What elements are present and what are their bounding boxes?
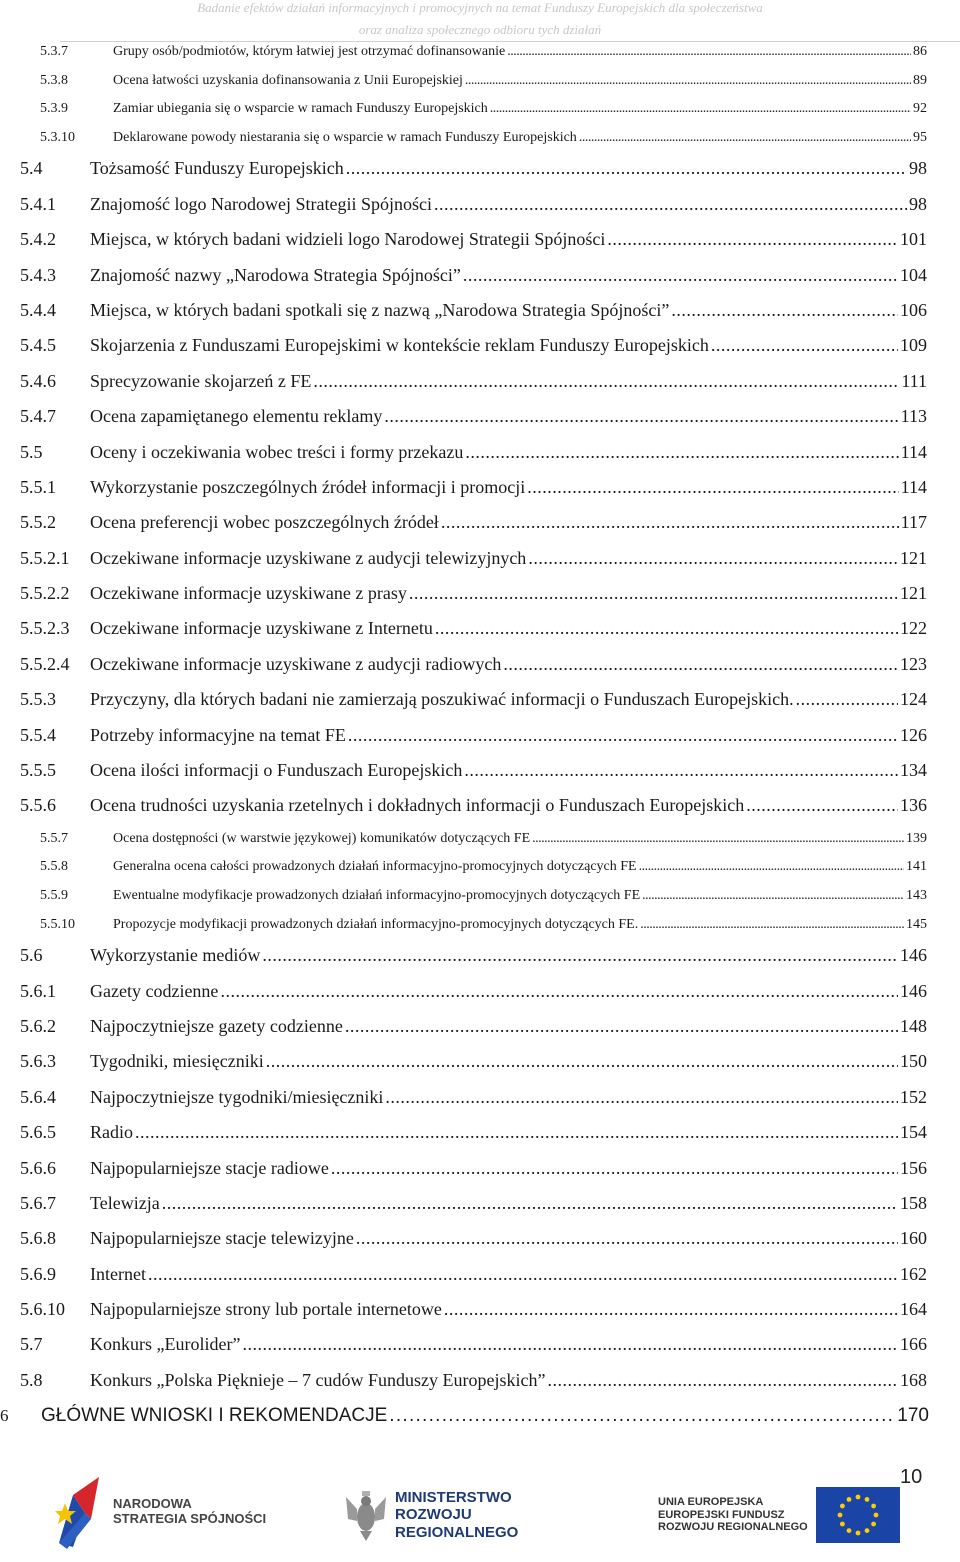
toc-entry-title: Najpopularniejsze strony lub portale internetowe bbox=[90, 1299, 442, 1320]
toc-leader-dots bbox=[345, 1016, 898, 1037]
toc-entry[interactable] bbox=[0, 1228, 960, 1263]
running-header-line1: Badanie efektów działań informacyjnych i promocyjnych na temat Funduszy Europejskich dla społeczeństwa bbox=[197, 0, 763, 15]
toc-entry-page: 168 bbox=[900, 1369, 927, 1390]
toc-entry[interactable] bbox=[0, 158, 960, 193]
toc-entry-page: 146 bbox=[900, 945, 927, 966]
toc-leader-dots bbox=[579, 130, 911, 146]
toc-entry-title: Generalna ocena całości prowadzonych działań informacyjno-promocyjnych dotyczących FE bbox=[113, 859, 637, 875]
eu-logo-line1: UNIA EUROPEJSKA bbox=[658, 1496, 764, 1509]
toc-entry-page: 166 bbox=[900, 1334, 927, 1355]
toc-entry-page: 98 bbox=[909, 158, 927, 179]
toc-leader-dots bbox=[547, 1370, 898, 1391]
toc-leader-dots bbox=[266, 1051, 898, 1072]
eu-flag-icon bbox=[816, 1487, 900, 1543]
toc-entry-page: 146 bbox=[900, 980, 927, 1001]
toc-entry-number: 5.3.10 bbox=[40, 129, 75, 145]
toc-entry-page: 145 bbox=[906, 916, 927, 932]
toc-leader-dots bbox=[503, 654, 898, 675]
toc-entry[interactable] bbox=[0, 945, 960, 980]
toc-leader-dots bbox=[441, 512, 899, 533]
toc-entry-title: Konkurs „Polska Pięknieje – 7 cudów Funduszy Europejskich” bbox=[90, 1369, 546, 1390]
toc-entry-page: 121 bbox=[900, 547, 927, 568]
toc-entry-number: 5.4.3 bbox=[20, 264, 56, 285]
running-header-line2: oraz analiza społecznego odbioru tych działań bbox=[358, 22, 602, 37]
toc-entry-title: Sprecyzowanie skojarzeń z FE bbox=[90, 370, 312, 391]
toc-entry-title: Ocena łatwości uzyskania dofinansowania z Unii Europejskiej bbox=[113, 72, 463, 88]
toc-entry-page: 114 bbox=[900, 441, 927, 462]
toc-leader-dots bbox=[262, 945, 898, 966]
toc-entry-page: 111 bbox=[901, 370, 927, 391]
eu-logo-line3: ROZWOJU REGIONALNEGO bbox=[658, 1521, 808, 1534]
toc-entry-page: 154 bbox=[900, 1122, 927, 1143]
toc-leader-dots bbox=[385, 1087, 898, 1108]
header-rule bbox=[60, 41, 960, 42]
mrr-logo-line1: MINISTERSTWO bbox=[395, 1489, 512, 1507]
toc-entry[interactable] bbox=[0, 1193, 960, 1228]
toc-entry-number: 5.5.6 bbox=[20, 795, 56, 816]
toc-entry-number: 5.6 bbox=[20, 945, 43, 966]
toc-leader-dots bbox=[711, 335, 898, 356]
toc-entry-title: Skojarzenia z Funduszami Europejskimi w kontekście reklam Funduszy Europejskich bbox=[90, 335, 709, 356]
toc-entry[interactable] bbox=[0, 725, 960, 760]
toc-leader-dots bbox=[444, 1299, 898, 1320]
toc-entry-title: Wykorzystanie mediów bbox=[90, 945, 261, 966]
toc-entry-number: 5.6.10 bbox=[20, 1299, 65, 1320]
toc-entry-title: Potrzeby informacyjne na temat FE bbox=[90, 724, 346, 745]
toc-entry-number: 5.5.9 bbox=[40, 887, 68, 903]
toc-leader-dots bbox=[465, 442, 898, 463]
toc-entry-number: 5.3.8 bbox=[40, 72, 68, 88]
toc-entry-page: 126 bbox=[900, 724, 927, 745]
toc-leader-dots bbox=[528, 548, 898, 569]
toc-entry-title: Ocena trudności uzyskania rzetelnych i dokładnych informacji o Funduszach Europejskich bbox=[90, 795, 745, 816]
toc-entry[interactable] bbox=[0, 1264, 960, 1299]
toc-entry-title: Tożsamość Funduszy Europejskich bbox=[90, 158, 344, 179]
toc-entry[interactable] bbox=[0, 335, 960, 370]
toc-entry-number: 5.8 bbox=[20, 1369, 43, 1390]
toc-entry-number: 5.5 bbox=[20, 441, 43, 462]
toc-leader-dots bbox=[640, 917, 904, 933]
toc-entry-title: Deklarowane powody niestarania się o wsparcie w ramach Funduszy Europejskich bbox=[113, 129, 577, 145]
toc-entry[interactable] bbox=[0, 1158, 960, 1193]
toc-leader-dots bbox=[162, 1193, 898, 1214]
toc-entry-title: Ocena zapamiętanego elementu reklamy bbox=[90, 406, 383, 427]
toc-entry-number: 6 bbox=[0, 1406, 9, 1426]
toc-entry-page: 124 bbox=[900, 689, 927, 710]
toc-entry-number: 5.5.2 bbox=[20, 512, 56, 533]
toc-entry-title: GŁÓWNE WNIOSKI I REKOMENDACJE bbox=[41, 1405, 388, 1427]
toc-entry-page: 95 bbox=[913, 129, 927, 145]
toc-entry-title: Propozycje modyfikacji prowadzonych działań informacyjno-promocyjnych dotyczących FE. bbox=[113, 916, 639, 932]
toc-entry[interactable] bbox=[0, 265, 960, 300]
toc-entry-page: 89 bbox=[913, 72, 927, 88]
toc-leader-dots bbox=[464, 760, 898, 781]
toc-entry[interactable] bbox=[0, 1299, 960, 1334]
toc-leader-dots bbox=[356, 1228, 898, 1249]
toc-entry[interactable] bbox=[0, 831, 960, 860]
toc-leader-dots bbox=[434, 194, 907, 215]
toc-entry-page: 106 bbox=[900, 299, 927, 320]
toc-entry[interactable] bbox=[0, 917, 960, 946]
toc-entry-number: 5.5.2.4 bbox=[20, 653, 70, 674]
page-number: 10 bbox=[900, 1466, 923, 1488]
toc-entry[interactable] bbox=[0, 760, 960, 795]
toc-leader-dots bbox=[220, 981, 898, 1002]
toc-entry-title: Miejsca, w których badani spotkali się z nazwą „Narodowa Strategia Spójności” bbox=[90, 299, 670, 320]
toc-entry-title: Ocena ilości informacji o Funduszach Europejskich bbox=[90, 760, 463, 781]
toc-entry-page: 86 bbox=[913, 44, 927, 59]
eu-logo-line2: EUROPEJSKI FUNDUSZ bbox=[658, 1508, 785, 1521]
toc-leader-dots bbox=[242, 1334, 898, 1355]
toc-entry[interactable] bbox=[0, 300, 960, 335]
toc-entry[interactable] bbox=[0, 1370, 960, 1405]
mrr-logo-line2: ROZWOJU bbox=[395, 1506, 472, 1524]
toc-leader-dots bbox=[796, 689, 898, 710]
toc-entry-number: 5.6.9 bbox=[20, 1263, 56, 1284]
toc-leader-dots bbox=[527, 477, 898, 498]
nss-logo-line1: NARODOWA bbox=[113, 1496, 192, 1512]
toc-leader-dots bbox=[313, 371, 899, 392]
nss-emblem-icon bbox=[55, 1473, 107, 1551]
toc-entry[interactable] bbox=[0, 981, 960, 1016]
toc-leader-dots bbox=[389, 1405, 895, 1427]
toc-leader-dots bbox=[346, 158, 907, 179]
toc-entry-page: 121 bbox=[900, 583, 927, 604]
toc-entry-title: Najpoczytniejsze gazety codzienne bbox=[90, 1015, 343, 1036]
toc-entry-page: 152 bbox=[900, 1086, 927, 1107]
toc-entry-number: 5.5.3 bbox=[20, 689, 56, 710]
toc-entry-number: 5.6.4 bbox=[20, 1086, 56, 1107]
toc-leader-dots bbox=[148, 1264, 898, 1285]
toc-entry-number: 5.4.7 bbox=[20, 406, 56, 427]
toc-entry-title: Internet bbox=[90, 1263, 146, 1284]
toc-entry-page: 156 bbox=[900, 1157, 927, 1178]
toc-entry-number: 5.6.7 bbox=[20, 1192, 56, 1213]
toc-entry-number: 5.6.8 bbox=[20, 1228, 56, 1249]
toc-entry[interactable] bbox=[0, 888, 960, 917]
toc-entry[interactable] bbox=[0, 477, 960, 512]
toc-entry-page: 117 bbox=[900, 512, 927, 533]
toc-entry[interactable] bbox=[0, 795, 960, 830]
toc-leader-dots bbox=[331, 1158, 898, 1179]
toc-leader-dots bbox=[607, 229, 898, 250]
toc-entry-number: 5.4.2 bbox=[20, 229, 56, 250]
toc-entry-page: 122 bbox=[900, 618, 927, 639]
toc-entry-title: Radio bbox=[90, 1122, 133, 1143]
toc-entry-number: 5.5.4 bbox=[20, 724, 56, 745]
toc-entry-title: Oczekiwane informacje uzyskiwane z Internetu bbox=[90, 618, 433, 639]
toc-leader-dots bbox=[384, 406, 898, 427]
toc-entry-page: 164 bbox=[900, 1299, 927, 1320]
toc-entry-title: Najpopularniejsze stacje radiowe bbox=[90, 1157, 329, 1178]
toc-entry-page: 114 bbox=[900, 476, 927, 497]
toc-entry-title: Najpopularniejsze stacje telewizyjne bbox=[90, 1228, 354, 1249]
toc-entry-title: Zamiar ubiegania się o wsparcie w ramach Funduszy Europejskich bbox=[113, 101, 488, 117]
toc-entry[interactable] bbox=[0, 406, 960, 441]
toc-entry-number: 5.3.9 bbox=[40, 101, 68, 117]
toc-leader-dots bbox=[746, 795, 898, 816]
toc-entry-page: 134 bbox=[900, 760, 927, 781]
toc-entry[interactable] bbox=[0, 654, 960, 689]
toc-entry-number: 5.4.4 bbox=[20, 299, 56, 320]
toc-entry[interactable] bbox=[0, 1334, 960, 1369]
toc-leader-dots bbox=[671, 300, 898, 321]
nss-logo bbox=[55, 1473, 266, 1551]
toc-entry[interactable] bbox=[0, 371, 960, 406]
toc-entry-title: Znajomość logo Narodowej Strategii Spójności bbox=[90, 193, 432, 214]
toc-entry-title: Oczekiwane informacje uzyskiwane z prasy bbox=[90, 583, 407, 604]
toc-entry-page: 143 bbox=[906, 887, 927, 903]
toc-entry-title: Ocena dostępności (w warstwie językowej) komunikatów dotyczących FE bbox=[113, 830, 531, 846]
toc-entry-number: 5.6.6 bbox=[20, 1157, 56, 1178]
toc-entry-page: 98 bbox=[909, 193, 927, 214]
toc-entry-title: Najpoczytniejsze tygodniki/miesięczniki bbox=[90, 1086, 384, 1107]
toc-entry-page: 150 bbox=[900, 1051, 927, 1072]
toc-entry[interactable] bbox=[0, 1405, 960, 1443]
toc-entry[interactable] bbox=[0, 1016, 960, 1051]
toc-entry[interactable] bbox=[0, 130, 960, 159]
toc-entry-page: 104 bbox=[900, 264, 927, 285]
toc-entry-page: 123 bbox=[900, 653, 927, 674]
toc-entry-title: Grupy osób/podmiotów, którym łatwiej jest otrzymać dofinansowanie bbox=[113, 44, 506, 59]
toc-leader-dots bbox=[507, 44, 911, 60]
nss-logo-line2: STRATEGIA SPÓJNOŚCI bbox=[113, 1511, 267, 1526]
toc-entry[interactable] bbox=[0, 583, 960, 618]
eu-logo bbox=[658, 1487, 900, 1543]
toc-entry-title: Gazety codzienne bbox=[90, 980, 219, 1001]
toc-leader-dots bbox=[642, 888, 904, 904]
toc-entry-number: 5.6.1 bbox=[20, 980, 56, 1001]
toc-entry-page: 158 bbox=[900, 1192, 927, 1213]
toc-entry-number: 5.6.3 bbox=[20, 1051, 56, 1072]
toc-entry-page: 148 bbox=[900, 1015, 927, 1036]
toc-leader-dots bbox=[532, 831, 904, 847]
toc-entry-title: Ocena preferencji wobec poszczególnych źródeł bbox=[90, 512, 439, 533]
toc-leader-dots bbox=[409, 583, 898, 604]
mrr-logo bbox=[345, 1487, 518, 1543]
toc-entry-number: 5.4.5 bbox=[20, 335, 56, 356]
mrr-logo-line3: REGIONALNEGO bbox=[395, 1523, 519, 1541]
toc-entry-number: 5.5.7 bbox=[40, 830, 68, 846]
toc-entry[interactable] bbox=[0, 44, 960, 73]
toc-entry[interactable] bbox=[0, 101, 960, 130]
toc-entry-title: Oceny i oczekiwania wobec treści i formy przekazu bbox=[90, 441, 464, 462]
toc-entry[interactable] bbox=[0, 1051, 960, 1086]
toc-entry[interactable] bbox=[0, 512, 960, 547]
toc-entry-title: Przyczyny, dla których badani nie zamierzają poszukiwać informacji o Funduszach Europejskich. bbox=[90, 689, 794, 710]
toc-entry-number: 5.5.2.2 bbox=[20, 583, 70, 604]
toc-entry-number: 5.5.5 bbox=[20, 760, 56, 781]
toc-entry[interactable] bbox=[0, 689, 960, 724]
toc-entry-page: 101 bbox=[900, 229, 927, 250]
toc-entry-number: 5.5.2.3 bbox=[20, 618, 70, 639]
toc-entry-title: Konkurs „Eurolider” bbox=[90, 1334, 241, 1355]
toc-entry-page: 162 bbox=[900, 1263, 927, 1284]
toc-entry-page: 92 bbox=[913, 101, 927, 117]
toc-leader-dots bbox=[348, 725, 898, 746]
toc-entry-number: 5.5.10 bbox=[40, 916, 75, 932]
toc-entry-number: 5.5.8 bbox=[40, 859, 68, 875]
toc-entry-title: Miejsca, w których badani widzieli logo Narodowej Strategii Spójności bbox=[90, 229, 606, 250]
toc-entry-number: 5.5.1 bbox=[20, 476, 56, 497]
toc-entry-number: 5.6.5 bbox=[20, 1122, 56, 1143]
toc-entry-page: 109 bbox=[900, 335, 927, 356]
toc-leader-dots bbox=[465, 73, 911, 89]
toc-entry-page: 113 bbox=[900, 406, 927, 427]
toc-entry-number: 5.4 bbox=[20, 158, 43, 179]
toc-entry-title: Oczekiwane informacje uzyskiwane z audycji telewizyjnych bbox=[90, 547, 527, 568]
toc-entry-title: Ewentualne modyfikacje prowadzonych działań informacyjno-promocyjnych dotyczących FE bbox=[113, 887, 641, 903]
toc-leader-dots bbox=[463, 265, 898, 286]
toc-entry-page: 139 bbox=[906, 830, 927, 846]
toc-entry-title: Telewizja bbox=[90, 1192, 160, 1213]
toc-leader-dots bbox=[135, 1122, 898, 1143]
toc-leader-dots bbox=[490, 101, 911, 117]
toc-entry[interactable] bbox=[0, 194, 960, 229]
toc-entry-number: 5.5.2.1 bbox=[20, 547, 70, 568]
toc-entry[interactable] bbox=[0, 548, 960, 583]
toc-entry[interactable] bbox=[0, 1122, 960, 1157]
toc-entry-title: Znajomość nazwy „Narodowa Strategia Spójności” bbox=[90, 264, 461, 285]
toc-leader-dots bbox=[639, 859, 904, 875]
footer-logos bbox=[0, 1465, 960, 1562]
toc-leader-dots bbox=[435, 618, 898, 639]
toc-entry-page: 136 bbox=[900, 795, 927, 816]
polish-eagle-icon bbox=[345, 1487, 387, 1543]
toc-entry[interactable] bbox=[0, 1087, 960, 1122]
toc-entry[interactable] bbox=[0, 618, 960, 653]
toc-entry[interactable] bbox=[0, 73, 960, 102]
toc-entry-page: 170 bbox=[897, 1405, 929, 1427]
toc-entry-title: Oczekiwane informacje uzyskiwane z audycji radiowych bbox=[90, 653, 502, 674]
toc-entry-page: 160 bbox=[900, 1228, 927, 1249]
toc-entry[interactable] bbox=[0, 442, 960, 477]
toc-entry-title: Wykorzystanie poszczególnych źródeł informacji i promocji bbox=[90, 476, 526, 497]
toc-entry-number: 5.3.7 bbox=[40, 44, 68, 59]
toc-entry-number: 5.4.1 bbox=[20, 193, 56, 214]
table-of-contents bbox=[0, 44, 960, 1443]
toc-entry-page: 141 bbox=[906, 859, 927, 875]
toc-entry[interactable] bbox=[0, 229, 960, 264]
toc-entry-number: 5.7 bbox=[20, 1334, 43, 1355]
toc-entry-title: Tygodniki, miesięczniki bbox=[90, 1051, 264, 1072]
toc-entry-number: 5.4.6 bbox=[20, 370, 56, 391]
toc-entry-number: 5.6.2 bbox=[20, 1015, 56, 1036]
toc-entry[interactable] bbox=[0, 859, 960, 888]
